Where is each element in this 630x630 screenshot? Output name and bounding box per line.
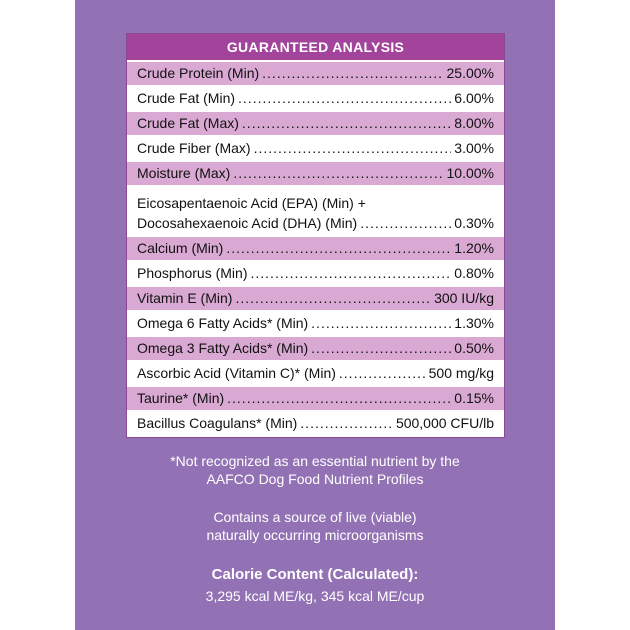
nutrient-value: 8.00% (454, 115, 494, 131)
live-note-line-1: Contains a source of live (viable) (213, 509, 417, 525)
table-row (127, 237, 504, 262)
dot-leader (311, 340, 451, 360)
dot-leader (251, 265, 452, 285)
nutrient-value: 300 IU/kg (434, 290, 494, 306)
dot-leader (262, 65, 443, 85)
nutrient-value: 1.20% (454, 240, 494, 256)
table-row (127, 262, 504, 287)
live-note-line-2: naturally occurring microorganisms (206, 527, 424, 543)
nutrient-value: 25.00% (446, 65, 494, 81)
footnote-line-2: AAFCO Dog Food Nutrient Profiles (206, 471, 424, 487)
dot-leader (235, 290, 431, 310)
nutrient-value: 0.50% (454, 340, 494, 356)
nutrient-name: Taurine* (Min) (137, 390, 225, 406)
table-row (127, 312, 504, 337)
dot-leader (300, 415, 393, 435)
nutrient-value: 0.80% (454, 265, 494, 281)
table-row (127, 162, 504, 187)
table-row (127, 362, 504, 387)
dot-leader (360, 215, 451, 235)
nutrient-name: Calcium (Min) (137, 240, 224, 256)
nutrient-name: Crude Fat (Min) (137, 90, 236, 106)
nutrient-name: Crude Fiber (Max) (137, 140, 251, 156)
nutrient-name: Docosahexaenoic Acid (DHA) (Min) (137, 215, 358, 231)
nutrient-name: Omega 3 Fatty Acids* (Min) (137, 340, 309, 356)
calorie-title: Calorie Content (Calculated): (211, 566, 419, 583)
nutrient-name: Omega 6 Fatty Acids* (Min) (137, 315, 309, 331)
nutrient-line-2 (137, 215, 494, 235)
footnote-line-1: *Not recognized as an essential nutrient by the (170, 453, 460, 469)
dot-leader (226, 240, 451, 260)
nutrient-name: Moisture (Max) (137, 165, 231, 181)
dot-leader (339, 365, 426, 385)
nutrient-name: Phosphorus (Min) (137, 265, 248, 281)
nutrient-value: 500,000 CFU/lb (395, 415, 494, 431)
table-row (127, 412, 504, 437)
nutrient-value: 3.00% (454, 140, 494, 156)
nutrient-value: 1.30% (454, 315, 494, 331)
table-row (127, 137, 504, 162)
nutrient-name: Crude Fat (Max) (137, 115, 239, 131)
nutrient-name: Ascorbic Acid (Vitamin C)* (Min) (137, 365, 336, 381)
table-row (127, 112, 504, 137)
nutrient-value: 6.00% (454, 90, 494, 106)
dot-leader (227, 390, 451, 410)
live-microorganisms-note (75, 508, 555, 544)
footnote (75, 452, 555, 488)
table-row (127, 337, 504, 362)
calorie-value: 3,295 kcal ME/kg, 345 kcal ME/cup (205, 588, 425, 604)
nutrient-name: Crude Protein (Min) (137, 65, 260, 81)
dot-leader (254, 140, 452, 160)
dot-leader (311, 315, 451, 335)
dot-leader (238, 90, 451, 110)
dot-leader (233, 165, 443, 185)
nutrient-value: 0.15% (454, 390, 494, 406)
table-row (127, 187, 504, 237)
nutrient-value: 0.30% (454, 215, 494, 231)
dot-leader (242, 115, 451, 135)
nutrient-value: 10.00% (446, 165, 494, 181)
nutrient-name: Bacillus Coagulans* (Min) (137, 415, 298, 431)
nutrient-name: Vitamin E (Min) (137, 290, 233, 306)
table-row (127, 387, 504, 412)
table-row (127, 87, 504, 112)
guaranteed-analysis-table (126, 33, 505, 438)
nutrient-value: 500 mg/kg (428, 365, 494, 381)
nutrient-name-line-1: Eicosapentaenoic Acid (EPA) (Min) + (137, 195, 366, 211)
table-header: GUARANTEED ANALYSIS (127, 34, 504, 62)
table-row (127, 287, 504, 312)
table-rows (127, 62, 504, 437)
table-row (127, 62, 504, 87)
calorie-content (75, 566, 555, 605)
